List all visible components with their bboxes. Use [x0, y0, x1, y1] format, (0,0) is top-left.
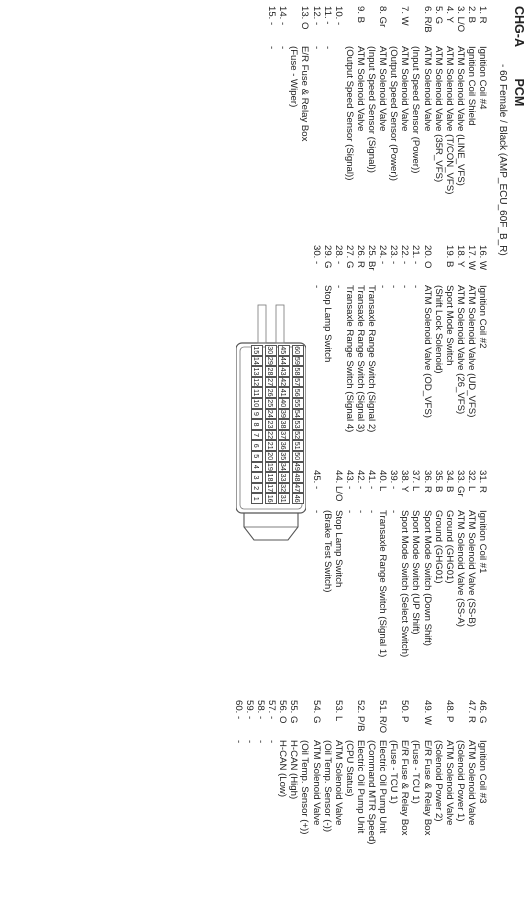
pin-signal: (Input Speed Sensor (Power)): [410, 46, 422, 174]
pin-row: [288, 700, 299, 845]
pin-row: [266, 700, 277, 845]
pin-row: [322, 6, 333, 194]
pin-number: 8. Gr: [377, 6, 389, 28]
pin-number: 10. -: [332, 6, 344, 26]
pin-row: [466, 470, 477, 657]
pin-number: 57. -: [266, 700, 278, 720]
pin-row: [366, 470, 377, 657]
pin-row: [344, 700, 355, 845]
pin-number: 24. -: [377, 245, 389, 265]
pin-number: 43. -: [343, 470, 355, 490]
pin-signal: -: [332, 285, 344, 289]
pin-number: 36. R: [421, 470, 433, 493]
connector-key-top: [276, 305, 284, 343]
pin-row: [466, 245, 477, 432]
pin-number: 46. G: [477, 700, 488, 724]
pin-signal: -: [310, 46, 322, 50]
pin-row: [322, 245, 333, 432]
pin-signal: -: [366, 510, 378, 514]
pin-signal: (Fuse - TCU 1): [388, 740, 400, 804]
pin-number: 23. -: [388, 245, 400, 265]
pin-signal: ATM Solenoid Valve: [377, 46, 389, 132]
connector-pin-cell: 35: [279, 452, 289, 461]
pin-number: 35. B: [432, 470, 444, 493]
pin-row: [322, 700, 333, 845]
pin-row: [421, 6, 432, 194]
connector-pin-cell: 56: [293, 388, 302, 397]
pin-signal: Sport Mode Switch (UP Shift): [410, 510, 422, 635]
pin-number: 12. -: [310, 6, 322, 26]
pin-signal: ATM Solenoid Valve: [332, 740, 344, 826]
pin-number: 4. Y: [443, 6, 455, 23]
pin-signal: -: [410, 285, 422, 289]
pin-row: [333, 470, 344, 657]
pin-signal: Transaxle Range Switch (Signal 4): [343, 285, 355, 433]
pin-signal: (Fuse - TCU 1): [410, 740, 422, 804]
connector-pin-cell: 49: [293, 462, 302, 471]
connector-pin-cell: 8: [252, 419, 264, 430]
pin-signal: ATM Solenoid Valve (LINE_VFS): [454, 46, 466, 186]
pin-number: 30. -: [310, 245, 322, 265]
pin-number: 11. -: [321, 6, 333, 25]
pin-signal: ATM Solenoid Valve: [465, 740, 477, 826]
pin-number: 29. G: [321, 245, 333, 269]
connector-pin-cell: 39: [279, 409, 289, 418]
pin-row: [377, 6, 388, 194]
pin-row: [399, 700, 410, 845]
connector-pin-cell: 59: [293, 356, 302, 365]
connector-key-bottom: [258, 305, 266, 343]
pin-number: 17. W: [465, 245, 477, 271]
connector-pin-cell: 55: [293, 399, 302, 408]
pin-row: [355, 245, 366, 432]
pin-row: [444, 470, 455, 657]
pin-row: [344, 245, 355, 432]
connector-pin-cell: 51: [293, 441, 302, 450]
pin-signal: Ignition Coil #1: [477, 510, 488, 574]
connector-pin-cell: 1: [252, 493, 264, 504]
pin-signal: Ignition Coil Shield: [465, 46, 477, 126]
pin-number: 55. G: [288, 700, 300, 724]
pin-number: 21. -: [410, 245, 422, 265]
connector-pin-cell: 48: [293, 473, 302, 482]
pin-row: [388, 700, 399, 845]
pin-row: [466, 700, 477, 845]
connector-pin-cell: 58: [293, 367, 302, 376]
pin-signal: Electric Oil Pump Unit: [354, 740, 366, 834]
pin-number: 44. L/O: [332, 470, 344, 502]
pin-row: [433, 6, 444, 194]
connector-pin-cell: 16: [266, 494, 275, 503]
pin-row: [433, 470, 444, 657]
connector-pin-cell: 32: [279, 484, 289, 493]
pin-row: [355, 470, 366, 657]
pin-signal: -: [354, 510, 366, 514]
pin-signal: Transaxle Range Switch (Signal 2): [366, 285, 378, 433]
pin-signal: Sport Mode Switch: [443, 285, 455, 366]
pin-row: [377, 245, 388, 432]
pin-number: 54. G: [310, 700, 322, 724]
pin-number: 25. Br: [366, 245, 378, 271]
pin-signal: H-CAN (Low): [277, 740, 289, 798]
pin-signal: (Oil Temp. Sensor (-)): [321, 740, 333, 833]
pin-number: 20. O: [421, 245, 433, 269]
pin-number: 60. -: [232, 700, 244, 720]
pin-number: 56. O: [277, 700, 289, 724]
pin-number: 50. P: [399, 700, 411, 723]
pin-row: [255, 700, 266, 845]
pin-signal: (Output Speed Sensor (Signal)): [343, 46, 355, 181]
pin-column-4: [233, 700, 488, 845]
pin-number: 38. Y: [399, 470, 411, 493]
pin-signal: Stop Lamp Switch: [332, 510, 344, 588]
pin-row: [322, 470, 333, 657]
pin-row: [410, 470, 421, 657]
pin-number: 28. -: [332, 245, 344, 265]
connector-pin-cell: 15: [252, 346, 262, 355]
pin-signal: ATM Solenoid Valve (26_VFS): [454, 285, 466, 415]
pin-number: 15. -: [266, 6, 278, 26]
connector-pin-cell: 50: [293, 452, 302, 461]
connector-pin-cell: 42: [279, 378, 289, 387]
pin-number: 31. R: [477, 470, 488, 493]
pin-number: 2. B: [465, 6, 477, 24]
pin-number: 18. Y: [454, 245, 466, 268]
connector-pin-cell: 3: [252, 472, 264, 483]
pin-signal: Sport Mode Switch (Select Switch): [399, 510, 411, 658]
pin-signal: (Shift Lock Solenoid): [432, 285, 444, 374]
pin-number: 33. Gr: [454, 470, 466, 497]
connector-pin-cell: 6: [252, 440, 264, 451]
connector-pin-cell: 28: [266, 367, 275, 376]
connector-pin-cell: 47: [293, 484, 302, 493]
pin-signal: Transaxle Range Switch (Signal 3): [354, 285, 366, 433]
pin-signal: Ignition Coil #3: [477, 740, 488, 804]
pin-signal: -: [266, 740, 278, 744]
pin-number: 45. -: [310, 470, 322, 490]
pin-row: [466, 6, 477, 194]
pin-row: [233, 700, 244, 845]
connector-pin-cell: 9: [252, 409, 264, 420]
pin-row: [477, 470, 488, 657]
pin-row: [455, 245, 466, 432]
pin-row: [433, 245, 444, 432]
pin-signal: -: [321, 46, 333, 50]
connector-pin-cell: 52: [293, 431, 302, 440]
connector-pin-cell: 36: [279, 441, 289, 450]
pin-row: [311, 245, 322, 432]
connector-pin-cell: 29: [266, 356, 275, 365]
pin-signal: ATM Solenoid Valve (35R_VFS): [432, 46, 444, 183]
pin-signal: (Output Speed Sensor (Power)): [388, 46, 400, 181]
pin-signal: ATM Solenoid Valve (SS-B): [465, 510, 477, 627]
pin-number: 47. R: [465, 700, 477, 723]
connector-pin-cell: 19: [266, 462, 275, 471]
connector-latch: [244, 513, 298, 540]
pin-signal: -: [343, 510, 355, 514]
pin-number: 42. -: [354, 470, 366, 490]
pin-signal: Ground (GHG01): [432, 510, 444, 584]
pin-signal: (Fuse - Wiper): [288, 46, 300, 108]
component-name: PCM: [512, 78, 526, 107]
connector-pin-cell: 45: [279, 346, 289, 355]
connector-pin-cell: 44: [279, 356, 289, 365]
pin-number: 27. G: [343, 245, 355, 269]
connector-pin-cell: 10: [252, 399, 262, 408]
pin-number: 14. -: [277, 6, 289, 26]
pin-row: [410, 245, 421, 432]
pin-row: [388, 6, 399, 194]
pin-row: [244, 700, 255, 845]
pin-signal: -: [310, 285, 322, 289]
pin-signal: (CPU Status): [343, 740, 355, 797]
connector-pin-cell: 12: [252, 378, 262, 387]
pin-row: [410, 700, 421, 845]
pin-signal: ATM Solenoid Valve: [399, 46, 411, 132]
pin-row: [277, 700, 288, 845]
connector-pin-cell: 46: [293, 494, 302, 503]
connector-pin-cell: 17: [266, 484, 275, 493]
connector-pin-cell: 53: [293, 420, 302, 429]
pin-row: [344, 6, 355, 194]
pin-signal: Sport Mode Switch (Down Shift): [421, 510, 433, 646]
connector-pin-cell: 26: [266, 388, 275, 397]
pin-number: 19. B: [443, 245, 455, 268]
pin-signal: E/R Fuse & Relay Box: [421, 740, 433, 836]
pin-signal: E/R Fuse & Relay Box: [399, 740, 411, 836]
pin-signal: ATM Solenoid Valve (T/CON_VFS): [443, 46, 455, 195]
connector-description: - 60 Female / Black (AMP_ECU_60F_B_R): [497, 64, 508, 256]
pin-row: [299, 700, 310, 845]
pin-number: 48. P: [443, 700, 455, 723]
connector-pin-cell: 30: [266, 346, 275, 355]
pin-number: 26. R: [354, 245, 366, 268]
pin-number: 16. W: [477, 245, 488, 271]
connector-pin-cell: 37: [279, 431, 289, 440]
connector-pin-cell: 22: [266, 431, 275, 440]
pin-row: [421, 245, 432, 432]
pin-signal: -: [377, 285, 389, 289]
connector-pin-cell: 34: [279, 462, 289, 471]
pin-signal: (Input Speed Sensor (Signal)): [366, 46, 378, 173]
pin-number: 6. R/B: [421, 6, 433, 33]
connector-pin-cell: 41: [279, 388, 289, 397]
connector-pin-cell: 2: [252, 483, 264, 494]
pin-row: [355, 700, 366, 845]
pin-row: [288, 6, 299, 194]
pin-signal: Ground (GHG01): [443, 510, 455, 584]
pin-signal: (Oil Temp. Sensor (+)): [299, 740, 311, 835]
connector-pin-cell: 4: [252, 462, 264, 473]
pin-row: [366, 6, 377, 194]
pin-row: [311, 6, 322, 194]
pin-signal: Transaxle Range Switch (Signal 1): [377, 510, 389, 658]
connector-pin-cell: 33: [279, 473, 289, 482]
pin-row: [377, 470, 388, 657]
pin-row: [433, 700, 444, 845]
pin-signal: Electric Oil Pump Unit: [377, 740, 389, 834]
pin-row: [388, 245, 399, 432]
pin-row: [477, 245, 488, 432]
pin-signal: -: [244, 740, 256, 744]
pin-row: [311, 470, 322, 657]
connector-pin-cell: 13: [252, 367, 262, 376]
pin-row: [355, 6, 366, 194]
pin-row: [455, 470, 466, 657]
pin-column-2: [311, 245, 489, 432]
pin-number: 34. B: [443, 470, 455, 493]
pin-signal: -: [399, 285, 411, 289]
pin-row: [399, 470, 410, 657]
pin-number: 13. O: [299, 6, 311, 30]
connector-pin-cell: 14: [252, 356, 262, 365]
pin-signal: ATM Solenoid Valve (OD_VFS): [421, 285, 433, 418]
pin-number: 53. L: [332, 700, 344, 722]
pin-number: 41. -: [366, 470, 378, 490]
pin-row: [333, 6, 344, 194]
pin-row: [477, 700, 488, 845]
connector-pin-cell: 60: [293, 346, 302, 355]
connector-pin-cell: 24: [266, 409, 275, 418]
pin-row: [477, 6, 488, 194]
pin-row: [366, 245, 377, 432]
connector-pin-cell: 43: [279, 367, 289, 376]
connector-pin-cell: 57: [293, 378, 302, 387]
pin-signal: -: [255, 740, 267, 744]
pin-row: [421, 470, 432, 657]
pin-signal: -: [310, 510, 322, 514]
pin-number: 59. -: [244, 700, 256, 720]
pin-number: 49. W: [421, 700, 433, 726]
pin-row: [299, 6, 310, 194]
connector-pin-cell: 25: [266, 399, 275, 408]
pin-number: 3. L/O: [454, 6, 466, 33]
connector-pin-cell: 5: [252, 451, 264, 462]
pin-signal: ATM Solenoid Valve: [443, 740, 455, 826]
pin-signal: Ignition Coil #4: [477, 46, 488, 110]
pin-row: [344, 470, 355, 657]
connector-pin-cell: 11: [252, 388, 262, 397]
connector-pin-cell: 54: [293, 409, 302, 418]
connector-pin-cell: 23: [266, 420, 275, 429]
connector-pin-cell: 18: [266, 473, 275, 482]
pin-signal: ATM Solenoid Valve (SS-A): [454, 510, 466, 627]
pin-signal: (Solenoid Power 1): [454, 740, 466, 822]
pin-row: [311, 700, 322, 845]
pin-row: [277, 6, 288, 194]
pin-number: 32. L: [465, 470, 477, 492]
pin-row: [444, 700, 455, 845]
pin-row: [410, 6, 421, 194]
pin-signal: (Solenoid Power 2): [432, 740, 444, 822]
pin-row: [333, 245, 344, 432]
pin-signal: Stop Lamp Switch: [321, 285, 333, 363]
pin-column-1: [266, 6, 488, 194]
pin-row: [377, 700, 388, 845]
pin-signal: ATM Solenoid Valve: [310, 740, 322, 826]
pin-row: [455, 700, 466, 845]
pin-number: 51. R/O: [377, 700, 389, 734]
pin-number: 7. W: [399, 6, 411, 26]
pin-number: 58. -: [255, 700, 267, 720]
connector-pin-cell: 27: [266, 378, 275, 387]
pin-row: [455, 6, 466, 194]
pin-number: 52. P/B: [354, 700, 366, 732]
pin-row: [444, 6, 455, 194]
pin-row: [333, 700, 344, 845]
pin-signal: -: [232, 740, 244, 744]
pin-signal: E/R Fuse & Relay Box: [299, 46, 311, 142]
pin-number: 37. L: [410, 470, 422, 492]
pin-signal: -: [277, 46, 289, 50]
pin-signal: (Command MTR Speed): [366, 740, 378, 845]
title-block: [512, 6, 526, 106]
pin-row: [388, 470, 399, 657]
pin-number: 40. L: [377, 470, 389, 492]
pin-signal: -: [266, 46, 278, 50]
connector-code: CHG-A: [512, 6, 526, 47]
pin-row: [266, 6, 277, 194]
pin-signal: H-CAN (High): [288, 740, 300, 800]
pin-number: 5. G: [432, 6, 444, 25]
pin-number: 1. R: [477, 6, 488, 24]
pin-signal: ATM Solenoid Valve: [354, 46, 366, 132]
pin-signal: Ignition Coil #2: [477, 285, 488, 349]
pin-number: 22. -: [399, 245, 411, 265]
pin-row: [399, 245, 410, 432]
pin-number: 9. B: [354, 6, 366, 24]
pin-row: [366, 700, 377, 845]
connector-pin-cell: 21: [266, 441, 275, 450]
connector-pin-cell: 20: [266, 452, 275, 461]
connector-pin-cell: 40: [279, 399, 289, 408]
pin-signal: (Brake Test Switch): [321, 510, 333, 593]
pin-signal: -: [388, 285, 400, 289]
pin-column-3: [311, 470, 489, 657]
pin-row: [421, 700, 432, 845]
pin-signal: ATM Solenoid Valve (UD_VFS): [465, 285, 477, 418]
pin-signal: -: [388, 510, 400, 514]
pin-number: 39. -: [388, 470, 400, 490]
connector-pin-cell: 38: [279, 420, 289, 429]
pin-row: [444, 245, 455, 432]
connector-pin-cell: 31: [279, 494, 289, 503]
pin-row: [399, 6, 410, 194]
connector-pin-cell: 7: [252, 430, 264, 441]
pin-signal: ATM Solenoid Valve: [421, 46, 433, 132]
